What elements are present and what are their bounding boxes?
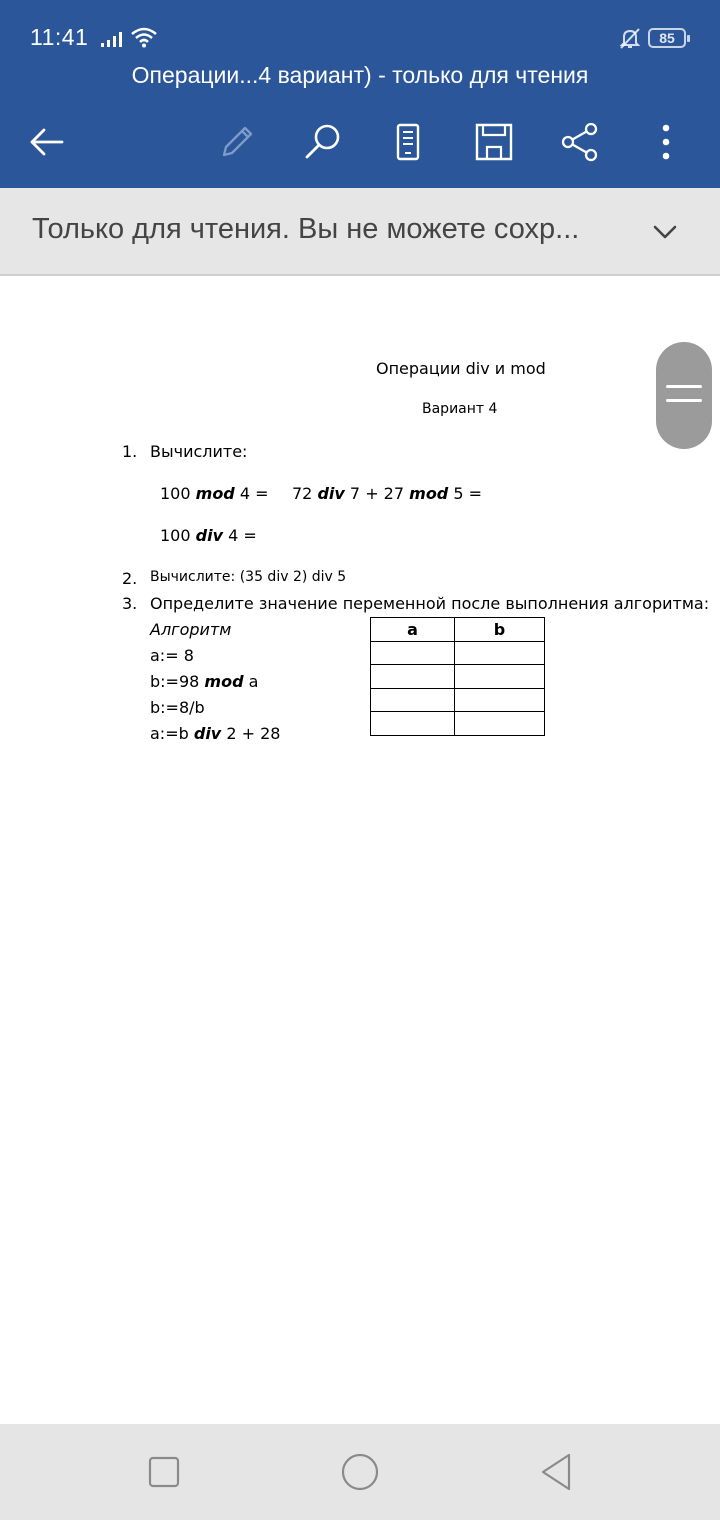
algorithm-line-3: b:=8/b (150, 698, 205, 717)
home-button[interactable] (337, 1449, 383, 1495)
task3-label: Определите значение переменной после выполнения алгоритма: (150, 594, 710, 613)
recents-button[interactable] (141, 1449, 187, 1495)
save-button[interactable] (470, 118, 518, 166)
reading-view-button[interactable] (384, 118, 432, 166)
task1-expression-b: 72 div 7 + 27 mod 5 = (292, 484, 483, 503)
task1-expression-c: 100 div 4 = (160, 526, 257, 545)
table-cell (455, 665, 545, 689)
doc-heading: Операции div и mod (376, 359, 546, 378)
table-row (371, 641, 545, 665)
algorithm-line-4: a:=b div 2 + 28 (150, 724, 281, 743)
task1-expression-a: 100 mod 4 = (160, 484, 269, 503)
task3-number: 3. (122, 594, 138, 613)
table-cell (455, 641, 545, 665)
status-bar (0, 0, 720, 60)
table-header-a: a (371, 618, 455, 642)
edit-button[interactable] (212, 118, 260, 166)
algorithm-title: Алгоритм (150, 620, 232, 639)
search-button[interactable] (298, 118, 346, 166)
task1-label: Вычислите: (150, 442, 248, 461)
status-time: 11:41 (30, 24, 89, 50)
table-cell (371, 665, 455, 689)
back-arrow-icon (26, 122, 66, 162)
table-cell (455, 688, 545, 712)
task1-number: 1. (122, 442, 138, 461)
algorithm-line-1: a:= 8 (150, 646, 194, 665)
table-cell (371, 712, 455, 736)
share-icon (560, 122, 600, 162)
mobile-view-icon (388, 122, 428, 162)
search-icon (302, 122, 342, 162)
table-row (371, 688, 545, 712)
expand-banner-button[interactable] (650, 220, 680, 249)
wifi-icon (130, 26, 158, 53)
signal-icon (100, 30, 124, 53)
read-only-banner[interactable] (0, 188, 720, 276)
table-header-row (371, 618, 545, 642)
square-icon (147, 1455, 181, 1489)
table-row (371, 712, 545, 736)
triangle-back-icon (538, 1452, 574, 1492)
table-cell (371, 641, 455, 665)
table-row (371, 665, 545, 689)
chevron-down-icon (650, 220, 680, 244)
bell-muted-icon (618, 26, 642, 55)
task2-number: 2. (122, 569, 138, 588)
share-button[interactable] (556, 118, 604, 166)
table-cell (371, 688, 455, 712)
document-page[interactable] (0, 278, 720, 1424)
algorithm-line-2: b:=98 mod a (150, 672, 259, 691)
pencil-icon (216, 122, 256, 162)
trace-table (370, 617, 545, 736)
read-only-message: Только для чтения. Вы не можете сохр... (32, 213, 580, 245)
table-header-b: b (455, 618, 545, 642)
circle-icon (340, 1452, 380, 1492)
system-navigation-bar (0, 1424, 720, 1520)
save-icon (474, 122, 514, 162)
document-title: Операции...4 вариант) - только для чтения (131, 62, 589, 88)
task2-label: Вычислите: (35 div 2) div 5 (150, 569, 347, 585)
more-options-button[interactable] (642, 118, 690, 166)
scroll-handle[interactable] (656, 342, 712, 449)
doc-subheading: Вариант 4 (422, 401, 498, 417)
app-bar (0, 0, 720, 188)
back-button[interactable] (22, 118, 70, 166)
more-vertical-icon (646, 122, 686, 162)
battery-indicator: 85 (648, 28, 686, 48)
system-back-button[interactable] (533, 1449, 579, 1495)
table-cell (455, 712, 545, 736)
